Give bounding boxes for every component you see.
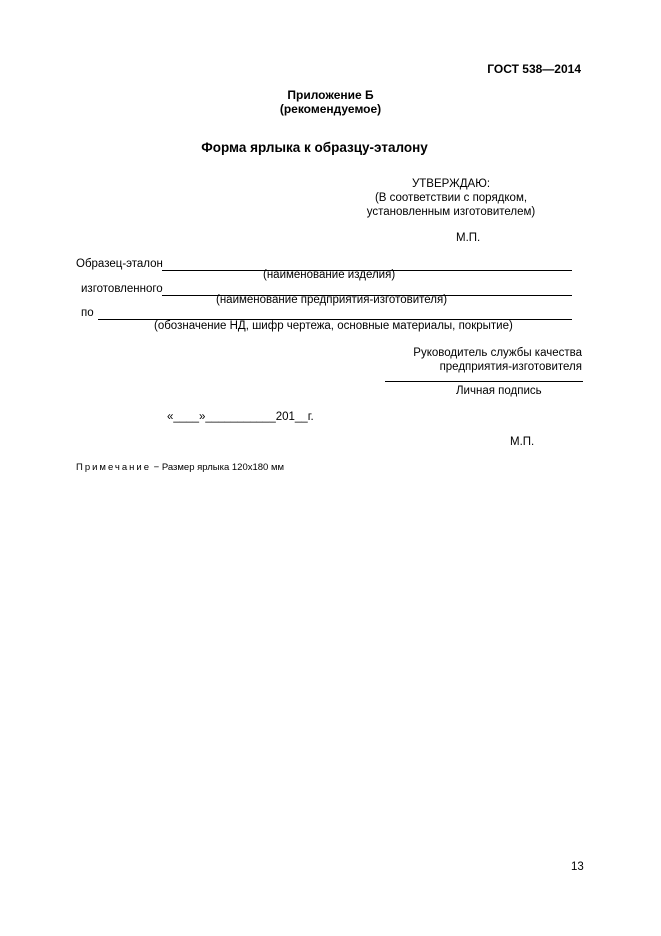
seal-place-bottom: М.П. (510, 436, 535, 448)
approval-note-line1: (В соответствии с порядком, (374, 192, 528, 204)
field-label-sample: Образец-эталон (76, 258, 163, 270)
page-number: 13 (571, 861, 584, 873)
field-hint-sample: (наименование изделия) (263, 269, 396, 281)
note-prefix: Примечание (76, 462, 151, 473)
quality-head-line2: предприятия-изготовителя (439, 361, 582, 373)
field-label-manufacturer: изготовленного (81, 283, 163, 295)
quality-head-line1: Руководитель службы качества (413, 347, 582, 359)
approval-block (356, 177, 546, 219)
signature-label: Личная подпись (456, 385, 542, 397)
field-hint-spec: (обозначение НД, шифр чертежа, основные материалы, покрытие) (154, 320, 513, 332)
annex-status: (рекомендуемое) (279, 102, 382, 116)
approval-heading: УТВЕРЖДАЮ: (411, 178, 491, 190)
note-text: − Размер ярлыка 120х180 мм (151, 462, 285, 473)
field-hint-manufacturer: (наименование предприятия-изготовителя) (216, 294, 448, 306)
annex-title: Приложение Б (287, 88, 374, 102)
field-label-by: по (81, 307, 94, 319)
approval-note-line2: установленным изготовителем) (366, 206, 536, 218)
quality-head-block (413, 346, 582, 374)
annex-heading (0, 88, 661, 116)
date-line: «____»___________201__г. (167, 411, 314, 423)
note (76, 462, 284, 473)
seal-place-top: М.П. (456, 232, 481, 244)
form-title: Форма ярлыка к образцу-эталону (201, 140, 428, 155)
standard-designation: ГОСТ 538—2014 (487, 62, 581, 76)
signature-line[interactable] (385, 381, 583, 382)
